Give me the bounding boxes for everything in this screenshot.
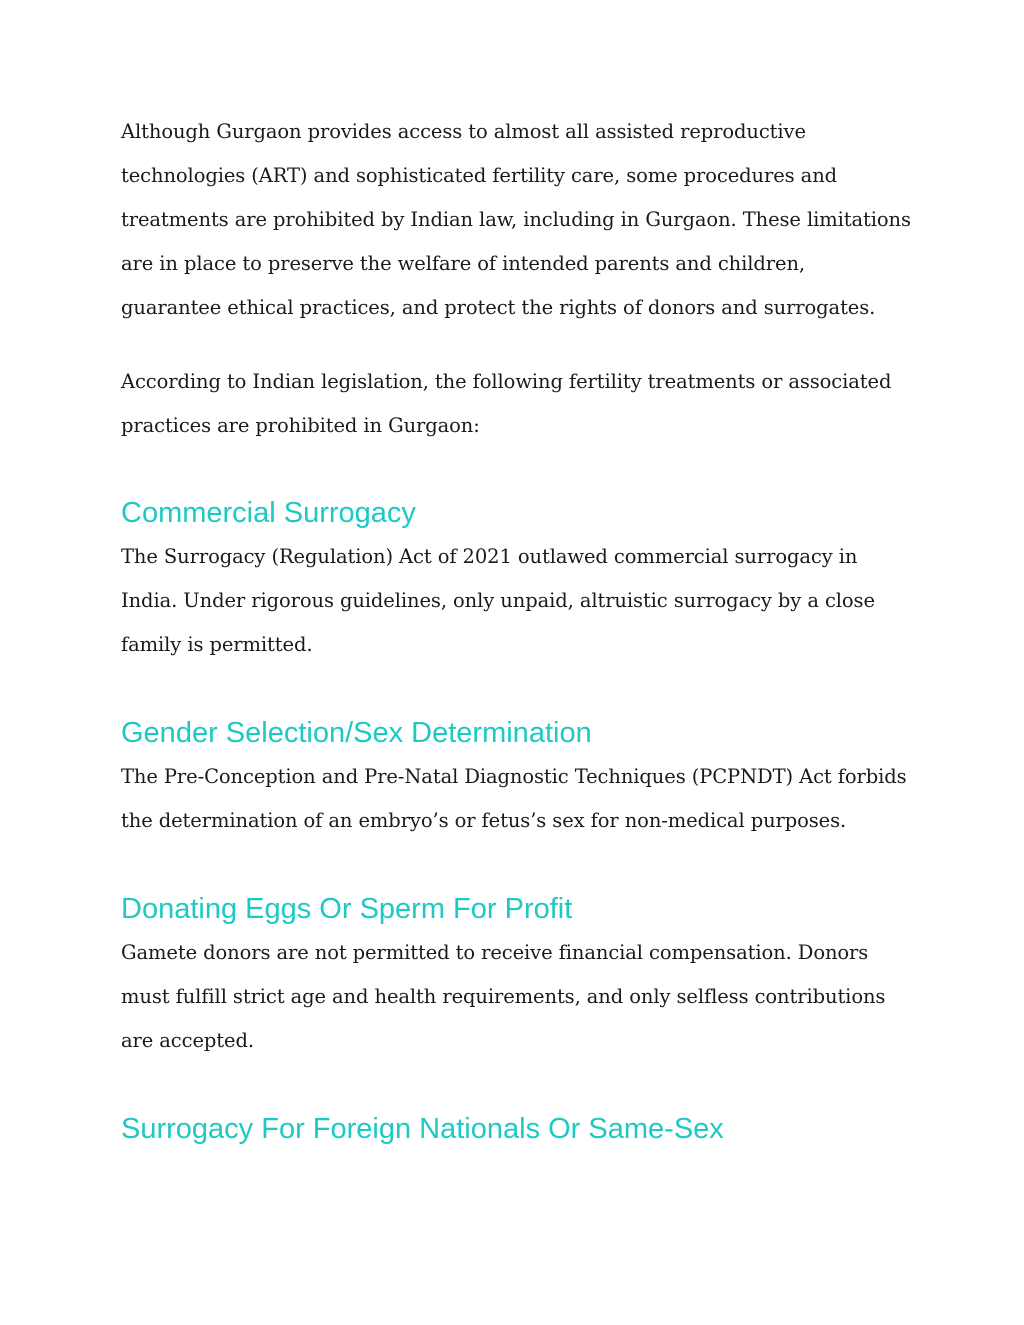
section-body: The Pre-Conception and Pre-Natal Diagnostic Techniques (PCPNDT) Act forbids the determination of an embryo’s or fetus’s sex for non-medical purposes.	[121, 765, 907, 832]
section-foreign-nationals	[121, 1111, 911, 1147]
section-donating-for-profit	[121, 891, 911, 1063]
section-body: The Surrogacy (Regulation) Act of 2021 outlawed commercial surrogacy in India. Under rigorous guidelines, only unpaid, altruistic surrogacy by a close family is permitted.	[121, 545, 875, 656]
section-body: Gamete donors are not permitted to receive financial compensation. Donors must fulfill strict age and health requirements, and only selfless contributions are accepted.	[121, 941, 886, 1052]
section-commercial-surrogacy	[121, 495, 911, 667]
section-heading: Commercial Surrogacy	[121, 497, 416, 529]
document-page	[121, 110, 911, 1147]
section-heading: Gender Selection/Sex Determination	[121, 717, 592, 749]
section-gender-selection	[121, 715, 911, 843]
intro-paragraph-1: Although Gurgaon provides access to almost all assisted reproductive technologies (ART) and sophisticated fertility care, some procedures and treatments are prohibited by Indian law, including in Gurgaon. These limitations are in place to preserve the welfare of intended parents and children, guarantee ethical practices, and protect the rights of donors and surrogates.	[121, 120, 911, 319]
intro-paragraph-2: According to Indian legislation, the following fertility treatments or associated practices are prohibited in Gurgaon:	[121, 370, 892, 437]
section-heading: Donating Eggs Or Sperm For Profit	[121, 893, 573, 925]
section-heading: Surrogacy For Foreign Nationals Or Same-Sex	[121, 1113, 724, 1145]
